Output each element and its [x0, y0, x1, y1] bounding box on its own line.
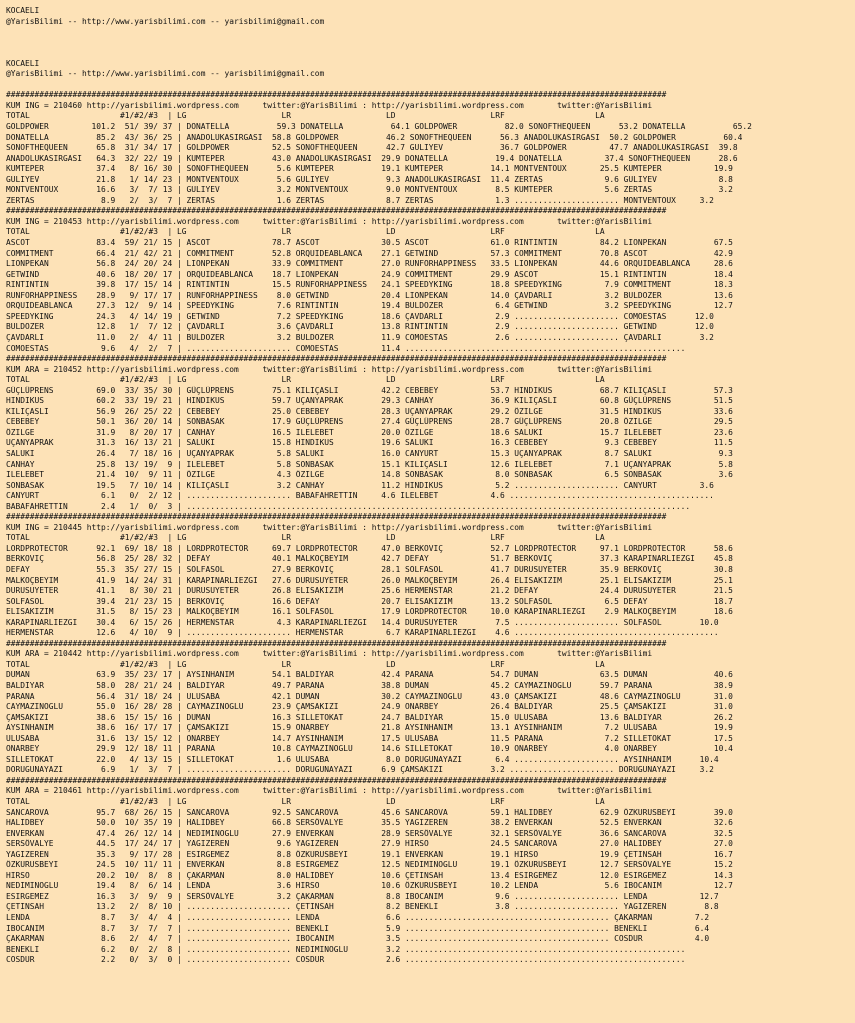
text-line: SOLFASOL 39.4 21/ 23/ 15 | BERKOVIÇ 16.6 DEFAY 20.7 ELISAKIZIM 13.2 SOLFASOL 6.5 DEFAY 18.7: [6, 596, 733, 606]
text-line: BULDOZER 12.8 1/ 7/ 12 | ÇAVDARLI 3.6 ÇAVDARLI 13.8 RINTINTIN 2.9 ...................... GETWIND 12.0: [6, 322, 714, 332]
text-line: GETWIND 40.6 18/ 20/ 17 | ORQUIDEABLANCA 18.7 LIONPEKAN 24.9 COMMITMENT 29.9 ASCOT 15.1 RINTINTIN 18.4: [6, 269, 733, 279]
text-line: [6, 38, 855, 49]
text-line: ONARBEY 29.9 12/ 18/ 11 | PARANA 10.8 CAYMAZINOGLU 14.6 SILLETOKAT 10.9 ONARBEY 4.0 ONARBEY 10.4: [6, 744, 733, 754]
text-line: TOTAL #1/#2/#3 | LG LR LD LRF LA: [6, 533, 605, 543]
text-line: @YarisBilimi -- http://www.yarisbilimi.com -- yarisbilimi@gmail.com: [6, 69, 325, 79]
text-line: ###########################################################################################################################################: [6, 90, 667, 100]
text-line: KUM ING = 210453 http://yarisbilimi.wordpress.com twitter:@YarisBilimi : http://yarisbilimi.wordpress.com twitter:@YarisBilimi: [6, 216, 653, 226]
text-line: CAYMAZINOGLU 55.0 16/ 28/ 28 | CAYMAZINOGLU 23.9 ÇAMSAKIZI 24.9 ONARBEY 26.4 BALDIYAR 25.5 ÇAMSAKIZI 31.0: [6, 702, 733, 712]
text-line: HIRSO 20.2 10/ 8/ 8 | ÇAKARMAN 8.0 HALIDBEY 10.6 ÇETINSAH 13.4 ESIRGEMEZ 12.0 ESIRGEMEZ 14.3: [6, 870, 733, 880]
text-line: ÇETINSAH 13.2 2/ 8/ 10 | ...................... ÇETINSAH 8.2 BENEKLI 3.8 ...................... YAGIZEREN 8.8: [6, 902, 719, 912]
text-line: GÜÇLÜPRENS 69.0 33/ 35/ 30 | GÜÇLÜPRENS 75.1 KILIÇASLI 42.2 CEBEBEY 53.7 HINDIKUS 68.7 KILIÇASLI 57.3: [6, 385, 733, 395]
text-line: DONATELLA 85.2 43/ 36/ 25 | ANADOLUKASIRGASI 58.8 GOLDPOWER 46.2 SONOFTHEQUEEN 56.3 ANADOLUKASIRGASI 50.2 GOLDPOWER 60.4: [6, 132, 743, 142]
text-line: ANADOLUKASIRGASI 64.3 32/ 22/ 19 | KUMTEPER 43.0 ANADOLUKASIRGASI 29.9 DONATELLA 19.4 DONATELLA 37.4 SONOFTHEQUEEN 28.6: [6, 153, 738, 163]
text-line: KUMTEPER 37.4 8/ 16/ 30 | SONOFTHEQUEEN 5.6 KUMTEPER 19.1 KUMTEPER 14.1 MONTVENTOUX 25.5 KUMTEPER 19.9: [6, 164, 733, 174]
text-line: BABAFAHRETTIN 2.4 1/ 0/ 3 | ..........................................................................................................: [6, 501, 691, 511]
text-line: HALIDBEY 50.0 10/ 35/ 19 | HALIDBEY 66.8 SERSÖVALYE 35.5 YAGIZEREN 38.2 ENVERKAN 52.5 ENVERKAN 32.6: [6, 818, 733, 828]
text-line: NEDIMINOGLU 19.4 8/ 6/ 14 | LENDA 3.6 HIRSO 10.6 ÖZKURUSBEYI 10.2 LENDA 5.6 IBOCANIM 12.7: [6, 881, 733, 891]
text-line: KUM ING = 210460 http://yarisbilimi.wordpress.com twitter:@YarisBilimi : http://yarisbilimi.wordpress.com twitter:@YarisBilimi: [6, 100, 653, 110]
text-line: LENDA 8.7 3/ 4/ 4 | ...................... LENDA 6.6 ........................................... ÇAKARMAN 7.2: [6, 913, 710, 923]
text-line: DUMAN 63.9 35/ 23/ 17 | AYSINHANIM 54.1 BALDIYAR 42.4 PARANA 54.7 DUMAN 63.5 DUMAN 40.6: [6, 670, 733, 680]
text-line: SPEEDYKING 24.3 4/ 14/ 19 | GETWIND 7.2 SPEEDYKING 18.6 ÇAVDARLI 2.9 ...................... COMOESTAS 12.0: [6, 311, 714, 321]
text-line: DURUSUYETER 41.1 8/ 30/ 21 | DURUSUYETER 26.8 ELISAKIZIM 25.6 HERMENSTAR 21.2 DEFAY 24.4 DURUSUYETER 21.5: [6, 586, 733, 596]
text-line: PARANA 56.4 31/ 18/ 24 | ULUSABA 42.1 DUMAN 30.2 CAYMAZINOGLU 43.0 ÇAMSAKIZI 48.6 CAYMAZINOGLU 31.0: [6, 691, 733, 701]
text-line: SILLETOKAT 22.0 4/ 13/ 15 | SILLETOKAT 1.6 ULUSABA 8.0 DORUGUNAYAZI 6.4 ...................... AYSINHANIM 10.4: [6, 754, 719, 764]
text-line: TOTAL #1/#2/#3 | LG LR LD LRF LA: [6, 227, 605, 237]
text-line: ###########################################################################################################################################: [6, 354, 667, 364]
text-line: CEBEBEY 50.1 36/ 20/ 14 | SONBASAK 17.9 GÜÇLÜPRENS 27.4 GÜÇLÜPRENS 28.7 GÜÇLÜPRENS 20.8 ÖZILGE 29.5: [6, 417, 733, 427]
text-line: TOTAL #1/#2/#3 | LG LR LD LRF LA: [6, 375, 605, 385]
text-line: MALKOÇBEYIM 41.9 14/ 24/ 31 | KARAPINARLIEZGI 27.6 DURUSUYETER 26.0 MALKOÇBEYIM 26.4 ELISAKIZIM 25.1 ELISAKIZIM 25.1: [6, 575, 733, 585]
text-line: ZERTAS 8.9 2/ 3/ 7 | ZERTAS 1.6 ZERTAS 8.7 ZERTAS 1.3 ...................... MONTVENTOUX 3.2: [6, 195, 714, 205]
text-line: [6, 27, 855, 38]
text-line: [6, 48, 855, 59]
text-line: ÇAKARMAN 8.6 2/ 4/ 7 | ...................... IBOCANIM 3.5 ........................................... COSDUR 4.0: [6, 934, 710, 944]
text-line: ULUSABA 31.6 13/ 15/ 12 | ONARBEY 14.7 AYSINHANIM 17.5 ULUSABA 11.5 PARANA 7.2 SILLETOKAT 17.5: [6, 733, 733, 743]
text-line: CANHAY 25.8 13/ 19/ 9 | ILELEBET 5.8 SONBASAK 15.1 KILIÇASLI 12.6 ILELEBET 7.1 UÇANYAPRAK 5.8: [6, 459, 733, 469]
text-line: AYSINHANIM 38.6 16/ 17/ 17 | ÇAMSAKIZI 15.9 ONARBEY 21.8 AYSINHANIM 13.1 AYSINHANIM 7.2 ULUSABA 19.9: [6, 723, 733, 733]
text-line: TOTAL #1/#2/#3 | LG LR LD LRF LA: [6, 659, 605, 669]
text-line: RINTINTIN 39.8 17/ 15/ 14 | RINTINTIN 15.5 RUNFORHAPPINESS 24.1 SPEEDYKING 18.8 SPEEDYKING 7.9 COMMITMENT 18.3: [6, 280, 733, 290]
text-line: UÇANYAPRAK 31.3 16/ 13/ 21 | SALUKI 15.8 HINDIKUS 19.6 SALUKI 16.3 CEBEBEY 9.3 CEBEBEY 11.5: [6, 438, 733, 448]
text-line: KILIÇASLI 56.9 26/ 25/ 22 | CEBEBEY 25.0 CEBEBEY 28.3 UÇANYAPRAK 29.2 ÖZILGE 31.5 HINDIKUS 33.6: [6, 406, 733, 416]
text-line: ###########################################################################################################################################: [6, 206, 667, 216]
text-line: IBOCANIM 8.7 3/ 7/ 7 | ...................... BENEKLI 5.9 ........................................... BENEKLI 6.4: [6, 923, 710, 933]
text-line: ÇAMSAKIZI 38.6 15/ 15/ 16 | DUMAN 16.3 SILLETOKAT 24.7 BALDIYAR 15.0 ULUSABA 13.6 BALDIYAR 26.2: [6, 712, 733, 722]
text-line: BENEKLI 6.2 0/ 2/ 8 | ...................... NEDIMINOGLU 3.2 ...........................................................: [6, 944, 686, 954]
text-line: RUNFORHAPPINESS 28.9 9/ 17/ 17 | RUNFORHAPPINESS 8.0 GETWIND 20.4 LIONPEKAN 14.0 ÇAVDARLI 3.2 BULDOZER 13.6: [6, 290, 733, 300]
text-line: ÇAVDARLI 11.0 2/ 4/ 11 | BULDOZER 3.2 BULDOZER 11.9 COMOESTAS 2.6 ...................... ÇAVDARLI 3.2: [6, 332, 714, 342]
text-line: ###########################################################################################################################################: [6, 512, 667, 522]
text-line: LORDPROTECTOR 92.1 69/ 18/ 18 | LORDPROTECTOR 69.7 LORDPROTECTOR 47.0 BERKOVIÇ 52.7 LORDPROTECTOR 97.1 LORDPROTECTOR 58.6: [6, 543, 733, 553]
text-line: TOTAL #1/#2/#3 | LG LR LD LRF LA: [6, 797, 605, 807]
text-line: KARAPINARLIEZGI 30.4 6/ 15/ 26 | HERMENSTAR 4.3 KARAPINARLIEZGI 14.4 DURUSUYETER 7.5 ...................... SOLFASOL 10.0: [6, 617, 719, 627]
text-line: GULIYEV 21.8 1/ 14/ 23 | MONTVENTOUX 5.6 GULIYEV 9.3 ANADOLUKASIRGASI 11.4 ZERTAS 9.6 GULIYEV 8.8: [6, 174, 733, 184]
text-line: KUM ARA = 210442 http://yarisbilimi.wordpress.com twitter:@YarisBilimi : http://yarisbilimi.wordpress.com twitter:@YarisBilimi: [6, 649, 653, 659]
text-line: KUM ING = 210445 http://yarisbilimi.wordpress.com twitter:@YarisBilimi : http://yarisbilimi.wordpress.com twitter:@YarisBilimi: [6, 522, 653, 532]
text-line: ÖZKURUSBEYI 24.5 10/ 11/ 11 | ENVERKAN 8.8 ESIRGEMEZ 12.5 NEDIMINOGLU 19.1 ÖZKURUSBEYI 12.7 SERSÖVALYE 15.2: [6, 860, 733, 870]
text-line: COMMITMENT 66.4 21/ 42/ 21 | COMMITMENT 52.8 ORQUIDEABLANCA 27.1 GETWIND 57.3 COMMITMENT 70.8 ASCOT 42.9: [6, 248, 733, 258]
text-line: BALDIYAR 58.0 28/ 21/ 24 | BALDIYAR 49.7 PARANA 38.8 DUMAN 45.2 CAYMAZINOGLU 59.7 PARANA 38.9: [6, 681, 733, 690]
text-line: ILELEBET 21.4 10/ 9/ 11 | ÖZILGE 4.3 ÖZILGE 14.8 SONBASAK 8.0 SONBASAK 6.5 SONBASAK 3.6: [6, 470, 733, 480]
text-line: @YarisBilimi -- http://www.yarisbilimi.com -- yarisbilimi@gmail.com: [6, 16, 325, 26]
text-line: YAGIZEREN 35.3 9/ 17/ 28 | ESIRGEMEZ 8.8 ÖZKURUSBEYI 19.1 ENVERKAN 19.1 HIRSO 19.9 ÇETINSAH 16.7: [6, 849, 733, 859]
text-line: ###########################################################################################################################################: [6, 775, 667, 785]
text-line: MONTVENTOUX 16.6 3/ 7/ 13 | GULIYEV 3.2 MONTVENTOUX 9.0 MONTVENTOUX 8.5 KUMTEPER 5.6 ZERTAS 3.2: [6, 185, 733, 195]
text-line: ÖZILGE 31.9 8/ 20/ 17 | CANHAY 16.5 ILELEBET 20.0 ÖZILGE 18.6 SALUKI 15.7 ILELEBET 23.6: [6, 427, 733, 437]
text-line: ENVERKAN 47.4 26/ 12/ 14 | NEDIMINOGLU 27.9 ENVERKAN 28.9 SERSÖVALYE 32.1 SERSÖVALYE 36.6 SANCAROVA 32.5: [6, 828, 733, 838]
text-line: ASCOT 83.4 59/ 21/ 15 | ASCOT 78.7 ASCOT 30.5 ASCOT 61.0 RINTINTIN 84.2 LIONPEKAN 67.5: [6, 238, 733, 248]
text-line: KOCAELI: [6, 58, 40, 68]
text-line: [6, 80, 855, 91]
text-line: TOTAL #1/#2/#3 | LG LR LD LRF LA: [6, 111, 605, 121]
text-line: ELISAKIZIM 31.5 8/ 15/ 23 | MALKOÇBEYIM 16.1 SOLFASOL 17.9 LORDPROTECTOR 10.0 KARAPINARLIEZGI 2.9 MALKOÇBEYIM 18.6: [6, 607, 733, 617]
text-line: COMOESTAS 9.6 4/ 2/ 7 | ...................... COMOESTAS 11.4 ...........................................................: [6, 343, 686, 353]
text-line: SONOFTHEQUEEN 65.8 31/ 34/ 17 | GOLDPOWER 52.5 SONOFTHEQUEEN 42.7 GULIYEV 36.7 GOLDPOWER 47.7 ANADOLUKASIRGASI 39.8: [6, 143, 738, 153]
text-line: SERSÖVALYE 44.5 17/ 24/ 17 | YAGIZEREN 9.6 YAGIZEREN 27.9 HIRSO 24.5 SANCAROVA 27.0 HALIDBEY 27.0: [6, 839, 733, 849]
text-line: HINDIKUS 60.2 33/ 19/ 21 | HINDIKUS 59.7 UÇANYAPRAK 29.3 CANHAY 36.9 KILIÇASLI 60.8 GÜÇLÜPRENS 51.5: [6, 396, 733, 406]
text-line: SONBASAK 19.5 7/ 10/ 14 | KILIÇASLI 3.2 CANHAY 11.2 HINDIKUS 5.2 ...................... CANYURT 3.6: [6, 480, 714, 490]
text-line: CANYURT 6.1 0/ 2/ 12 | ...................... BABAFAHRETTIN 4.6 ILELEBET 4.6 ...........................................: [6, 491, 714, 501]
text-line: BERKOVIÇ 56.8 25/ 28/ 32 | DEFAY 40.1 MALKOÇBEYIM 42.7 DEFAY 51.7 BERKOVIÇ 37.3 KARAPINARLIEZGI 45.8: [6, 554, 733, 564]
text-line: ###########################################################################################################################################: [6, 638, 667, 648]
text-line: KUM ARA = 210452 http://yarisbilimi.wordpress.com twitter:@YarisBilimi : http://yarisbilimi.wordpress.com twitter:@YarisBilimi: [6, 364, 653, 374]
text-line: LIONPEKAN 56.8 24/ 20/ 24 | LIONPEKAN 33.9 COMMITMENT 27.0 RUNFORHAPPINESS 33.5 LIONPEKAN 44.6 ORQUIDEABLANCA 28.6: [6, 259, 733, 269]
text-line: SANCAROVA 95.7 68/ 26/ 15 | SANCAROVA 92.5 SANCAROVA 45.6 SANCAROVA 59.1 HALIDBEY 62.9 ÖZKURUSBEYI 39.0: [6, 807, 733, 817]
text-line: SALUKI 26.4 7/ 18/ 16 | UÇANYAPRAK 5.8 SALUKI 16.0 CANYURT 15.3 UÇANYAPRAK 8.7 SALUKI 9.3: [6, 448, 733, 458]
text-line: DORUGUNAYAZI 6.9 1/ 3/ 7 | ...................... DORUGUNAYAZI 6.9 ÇAMSAKIZI 3.2 ...................... DORUGUNAYAZI 3.2: [6, 765, 714, 775]
text-line: HERMENSTAR 12.6 4/ 10/ 9 | ...................... HERMENSTAR 6.7 KARAPINARLIEZGI 4.6 ...........................................: [6, 628, 719, 638]
text-line: DEFAY 55.3 35/ 27/ 15 | SOLFASOL 27.9 BERKOVIÇ 28.1 SOLFASOL 41.7 DURUSUYETER 35.9 BERKOVIÇ 30.8: [6, 564, 733, 574]
text-line: KUM ARA = 210461 http://yarisbilimi.wordpress.com twitter:@YarisBilimi : http://yarisbilimi.wordpress.com twitter:@YarisBilimi: [6, 786, 653, 796]
text-line: KOCAELI: [6, 6, 40, 15]
text-line: COSDUR 2.2 0/ 3/ 0 | ...................... COSDUR 2.6 ...........................................................: [6, 955, 686, 965]
text-line: GOLDPOWER 101.2 51/ 39/ 37 | DONATELLA 59.3 DONATELLA 64.1 GOLDPOWER 82.0 SONOFTHEQUEEN 53.2 DONATELLA 65.2: [6, 122, 752, 132]
text-line: ORQUIDEABLANCA 27.3 12/ 9/ 14 | SPEEDYKING 7.6 RINTINTIN 19.4 BULDOZER 6.4 GETWIND 3.2 SPEEDYKING 12.7: [6, 301, 733, 311]
text-line: ESIRGEMEZ 16.3 3/ 9/ 9 | SERSÖVALYE 3.2 ÇAKARMAN 8.8 IBOCANIM 9.6 ...................... LENDA 12.7: [6, 891, 719, 901]
